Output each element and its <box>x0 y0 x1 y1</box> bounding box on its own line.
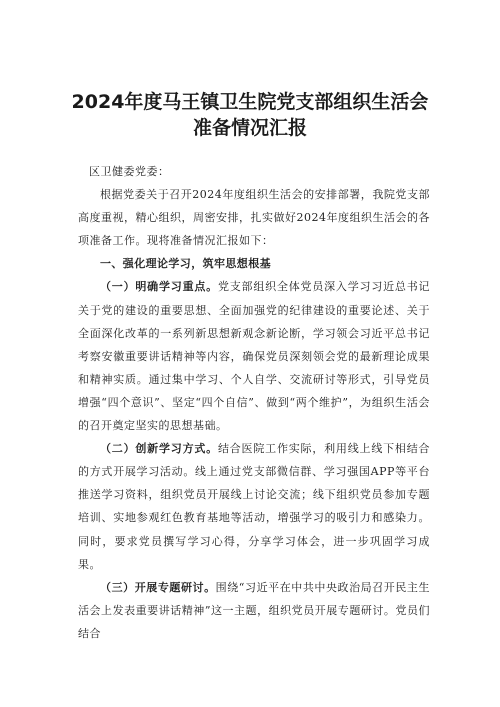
paragraph-3-lead: （三）开展专题研讨。 <box>100 580 216 594</box>
intro-paragraph: 根据党委关于召开2024年度组织生活会的安排部署，我院党支部高度重视，精心组织，周密安排，扎实做好2024年度组织生活会的各项准备工作。现将准备情况汇报如下： <box>78 188 430 248</box>
paragraph-2 <box>78 437 430 576</box>
document-title-line1: 2024年度马王镇卫生院党支部组织生活会 <box>71 91 429 113</box>
section1-heading: 一、强化理论学习，筑牢思想根基 <box>100 257 271 271</box>
paragraph-1-lead: （一）明确学习重点。 <box>100 280 218 294</box>
paragraph-2-body: 结合医院工作实际，利用线上线下相结合的方式开展学习活动。线上通过党支部微信群、学习强国APP等平台推送学习资料，组织党员开展线上讨论交流；线下组织党员参加专题培训、实地参观红色教育基地等活动，增强学习的吸引力和感染力。同时，要求党员撰写学习心得，分享学习体会，进一步巩固学习成果。 <box>78 442 431 571</box>
document-body <box>78 160 430 645</box>
paragraph-3-body: 围绕“习近平在中共中央政治局召开民主生活会上发表重要讲话精神”这一主题，组织党员开展专题研讨。党员们结合 <box>78 580 430 640</box>
paragraph-1 <box>78 275 430 437</box>
paragraph-2-lead: （二）创新学习方式。 <box>100 442 218 456</box>
paragraph-3 <box>78 576 430 645</box>
document-title-line2: 准备情况汇报 <box>192 117 307 139</box>
salutation: 区卫健委党委： <box>89 165 170 178</box>
paragraph-1-body: 党支部组织全体党员深入学习习近总书记关于党的建设的重要思想、全面加强党的纪律建设的重要论述、关于全面深化改革的一系列新思想新观念新论断，学习领会习近平总书记考察安徽重要讲话精神等内容，确保党员深刻领会党的最新理论成果和精神实质。通过集中学习、个人自学、交流研讨等形式，引导党员增强“四个意识”、坚定“四个自信”、做到“两个维护”，为组织生活会的召开奠定坚实的思想基础。 <box>78 280 431 433</box>
